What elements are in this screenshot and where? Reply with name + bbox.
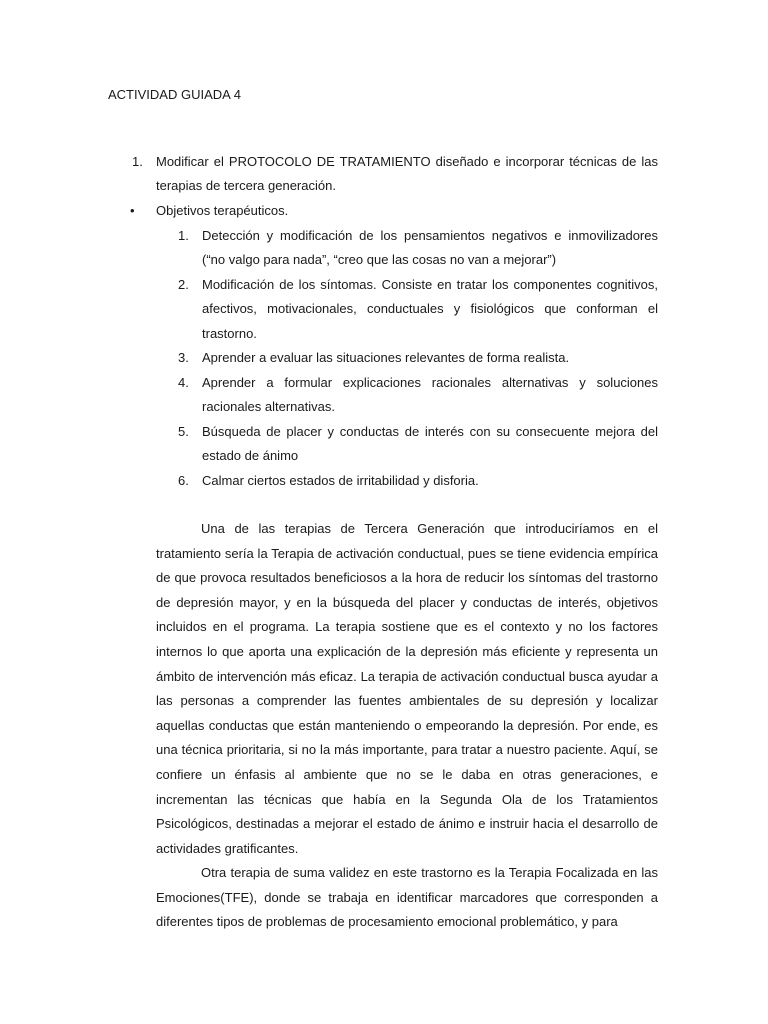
objective-text: Aprender a evaluar las situaciones relevantes de forma realista. xyxy=(202,350,570,365)
objective-text: Modificación de los síntomas. Consiste en tratar los componentes cognitivos, afectivos, motivacionales, conductuales y fisiológicos que conforman el trastorno. xyxy=(202,277,658,341)
list-marker: 6. xyxy=(178,473,189,488)
bullet-item-text: Objetivos terapéuticos. xyxy=(156,203,289,218)
objective-item-1 xyxy=(178,224,658,273)
objective-text: Búsqueda de placer y conductas de interés con su consecuente mejora del estado de ánimo xyxy=(202,424,658,464)
objective-item-6 xyxy=(178,469,658,493)
list-item-protocol xyxy=(132,150,658,199)
list-marker: 3. xyxy=(178,350,189,365)
list-item-text: Modificar el PROTOCOLO DE TRATAMIENTO diseñado e incorporar técnicas de las terapias de tercera generación. xyxy=(156,154,658,194)
objective-text: Calmar ciertos estados de irritabilidad y disforia. xyxy=(202,473,479,488)
list-marker: 4. xyxy=(178,375,189,390)
list-marker: 1. xyxy=(132,154,143,169)
objective-text: Aprender a formular explicaciones racionales alternativas y soluciones racionales alternativas. xyxy=(202,375,658,415)
objective-item-2 xyxy=(178,273,658,346)
document-title: ACTIVIDAD GUIADA 4 xyxy=(108,87,241,102)
bullet-marker: • xyxy=(130,203,135,218)
objective-item-5 xyxy=(178,420,658,469)
objective-item-3 xyxy=(178,346,658,370)
list-marker: 1. xyxy=(178,228,189,243)
bullet-item-objectives xyxy=(130,199,658,223)
paragraph-tfe: Otra terapia de suma validez en este trastorno es la Terapia Focalizada en las Emociones(TFE), donde se trabaja en identificar marcadores que corresponden a diferentes tipos de problemas de procesamiento emocional problemático, y para xyxy=(156,865,658,930)
objective-text: Detección y modificación de los pensamientos negativos e inmovilizadores (“no valgo para nada”, “creo que las cosas no van a mejorar”) xyxy=(202,228,658,268)
objective-item-4 xyxy=(178,371,658,420)
list-marker: 5. xyxy=(178,424,189,439)
list-marker: 2. xyxy=(178,277,189,292)
paragraph-activacion-conductual: Una de las terapias de Tercera Generación que introduciríamos en el tratamiento sería la Terapia de activación conductual, pues se tiene evidencia empírica de que provoca resultados beneficiosos a la hora de reducir los síntomas del trastorno de depresión mayor, y en la búsqueda del placer y conductas de interés, objetivos incluidos en el programa. La terapia sostiene que es el contexto y no los factores internos lo que aporta una explicación de la depresión más eficiente y representa un ámbito de intervención más eficaz. La terapia de activación conductual busca ayudar a las personas a comprender las fuentes ambientales de su depresión y localizar aquellas conductas que están manteniendo o empeorando la depresión. Por ende, es una técnica prioritaria, si no la más importante, para tratar a nuestro paciente. Aquí, se confiere un énfasis al ambiente que no se le daba en otras generaciones, e incrementan las técnicas que había en la Segunda Ola de los Tratamientos Psicológicos, destinadas a mejorar el estado de ánimo e instruir hacia el desarrollo de actividades gratificantes. xyxy=(156,521,658,856)
